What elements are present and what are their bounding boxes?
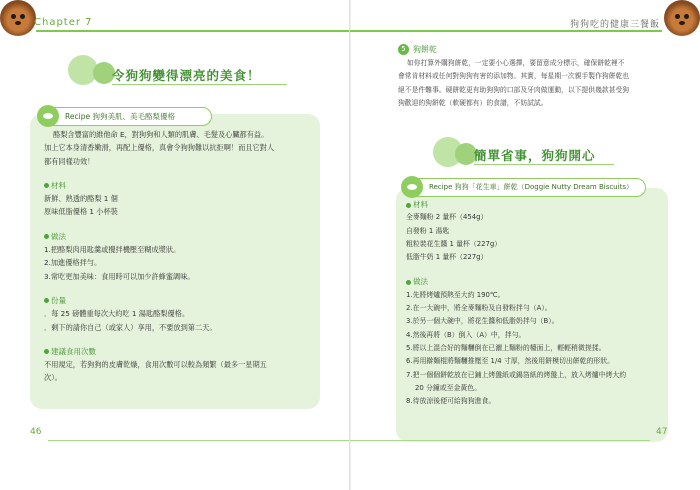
intro-line: 會常肯材料或任何對狗狗有害的添加物。其實，每星期一次親手製作狗餅乾也 <box>398 72 630 81</box>
list-item: 次）。 <box>44 373 62 383</box>
header-rule <box>36 30 350 32</box>
right-recipe-bar <box>404 178 646 197</box>
right-headline: 簡單省事，狗狗開心 <box>474 148 596 163</box>
list-item: 6.再用擀麵棍將麵糰推壓至 1/4 寸厚，然後用餅模切出餅乾的形狀。 <box>406 357 615 366</box>
intro-line: 酪梨含豐富的維他命 E，對狗狗和人類的肌膚、毛髮及心臟都有益。 <box>53 130 269 139</box>
list-item: 粗粒裝花生醬 1 量杯（227g） <box>406 239 502 248</box>
left-recipe-body <box>44 128 314 385</box>
section-heading: 材料 <box>406 198 664 211</box>
intro-line: 加上它本身清香嫩滑，再配上優格，真會令狗狗難以抗拒啊！而且它對人 <box>44 143 275 153</box>
dog-photo-icon <box>664 0 700 36</box>
recipe-badge-icon <box>401 176 423 198</box>
list-item: 8.待放涼後便可給狗狗進食。 <box>406 397 496 406</box>
headline-underline <box>112 84 287 85</box>
list-item: 20 分鐘或至金黃色。 <box>415 383 482 392</box>
list-item: 全麥麵粉 2 量杯（454g） <box>406 213 488 222</box>
list-item: 1.先將烤爐預熱至大約 190℃。 <box>406 290 505 299</box>
list-item: 低脂牛奶 1 量杯（227g） <box>406 253 488 262</box>
list-item: 1.把酪梨肉用匙羹或攪拌機壓至糊成漿狀。 <box>44 245 181 255</box>
section-heading: 做法 <box>44 230 314 243</box>
chapter-label: Chapter 7 <box>34 17 93 28</box>
list-item: 不用規定，若狗狗的皮膚乾燥，食用次數可以較為頻繁（最多一星期五 <box>44 360 267 370</box>
bullet-dot-icon <box>406 203 411 208</box>
bullet-dot-icon <box>406 280 411 285</box>
list-item: 3.常吃更加美味：食用時可以加少許蜂蜜調味。 <box>44 271 195 281</box>
book-title: 狗狗吃的健康三餐飯 <box>569 20 660 30</box>
bullet-dot-icon <box>44 349 49 354</box>
list-item: 3.於另一個大碗中，將花生醬和低脂奶拌勻（B）。 <box>406 317 559 326</box>
right-recipe-body <box>406 198 664 408</box>
list-item: 5.將以上混合好的麵糰倒在已灑上麵粉的檯面上，輕輕稍微搓揉。 <box>406 343 606 352</box>
section-number-badge: 5 <box>398 44 409 55</box>
footer-rule <box>350 440 650 441</box>
section-title-text: 狗餅乾 <box>413 45 437 54</box>
right-intro <box>398 57 673 110</box>
dog-photo-icon <box>0 0 36 36</box>
bullet-dot-icon <box>44 183 49 188</box>
section-heading: 做法 <box>406 275 664 288</box>
section-heading: 份量 <box>44 294 314 307</box>
left-recipe-bar <box>40 107 212 126</box>
section-heading: 材料 <box>44 179 314 192</box>
section-title <box>398 44 437 55</box>
left-recipe-title: Recipe 狗狗美肌、美毛酪梨優格 <box>65 112 175 121</box>
list-item: 新鮮、熟透的酪梨 1 個 <box>44 194 118 204</box>
list-item: ．每 25 磅體重每次大約吃 1 湯匙酪梨優格。 <box>44 309 190 319</box>
list-item: 4.然後再將（B）倒入（A）中，拌勻。 <box>406 330 526 339</box>
recipe-badge-icon <box>37 105 59 127</box>
list-item: 2.在一大碗中，將全麥麵粉及自發粉拌勻（A）。 <box>406 304 552 313</box>
left-headline: 令狗狗變得漂亮的美食！ <box>112 68 261 83</box>
page-number-right: 47 <box>656 427 668 437</box>
section-heading: 建議食用次數 <box>44 345 314 358</box>
intro-line: 絕不是件難事。硬餅乾更有助狗狗的口部及牙肉做運動，以下提供幾款甚受狗 <box>398 85 630 94</box>
intro-line: 都有同樣功效！ <box>44 156 95 166</box>
list-item: 7.把一個個餅乾放在已鋪上烤盤紙或錫箔紙的烤盤上，放入烤爐中烤大約 <box>406 370 627 379</box>
footer-rule <box>48 440 350 441</box>
list-item: ．剩下的請你自己（或家人）享用，不要放到第二天。 <box>44 322 217 332</box>
list-item: 自發粉 1 湯匙 <box>406 226 450 235</box>
list-item: 原味低脂優格 1 小杯裝 <box>44 207 118 217</box>
bullet-dot-icon <box>44 234 49 239</box>
headline-underline <box>474 164 614 165</box>
intro-line: 狗歡迎的狗餅乾（軟硬都有）的食譜，不妨試試。 <box>398 98 548 107</box>
bullet-dot-icon <box>44 298 49 303</box>
intro-line: 如你打算外購狗餅乾，一定要小心選擇，要留意成分標示，確保餅乾裡不 <box>407 59 625 67</box>
right-recipe-title: Recipe 狗狗「花生車」餅乾（Doggie Nutty Dream Biscuits） <box>429 183 633 191</box>
header-rule <box>350 30 662 32</box>
page-number-left: 46 <box>30 427 42 437</box>
list-item: 2.加進優格拌勻。 <box>44 258 102 268</box>
